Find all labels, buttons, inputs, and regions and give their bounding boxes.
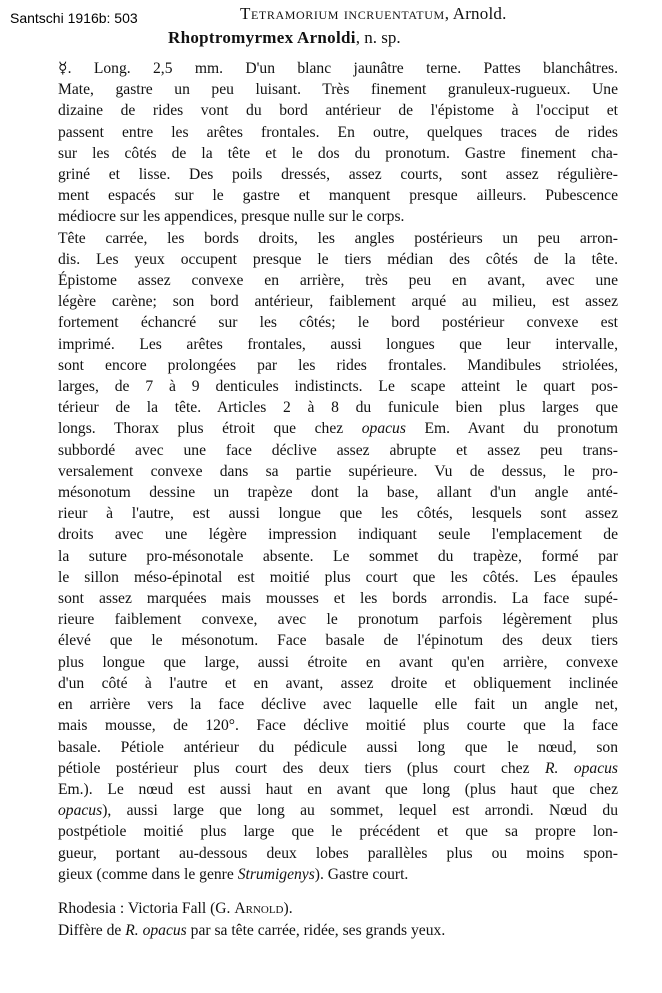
text-line: rieur à l'autre, est aussi longue que les côtés, lesquels sont assez	[58, 505, 618, 523]
text-line: en arrière vers la face déclive avec laquelle elle fait un angle net,	[58, 696, 618, 714]
locality-suffix: ).	[283, 900, 293, 917]
text-line: longs. Thorax plus étroit que chez opacus Em. Avant du pronotum	[58, 420, 618, 438]
text-line: gueur, portant au-dessous deux lobes parallèles plus ou moins spon-	[58, 844, 618, 862]
paragraph-diagnosis	[38, 58, 618, 228]
running-head-author: , Arnold.	[444, 4, 507, 23]
running-head	[240, 4, 507, 24]
species-name: Rhoptromyrmex Arnoldi	[168, 28, 356, 47]
text-line: légère carène; son bord antérieur, faiblement arqué au milieu, est assez	[58, 293, 618, 311]
running-head-genus: Tetramorium incruentatum	[240, 4, 445, 23]
text-line: pétiole postérieur plus court des deux tiers (plus court chez R. opacus	[58, 759, 618, 777]
text-line: élevé que le mésonotum. Face basale de l'épinotum des deux tiers	[58, 632, 618, 650]
text-line: sont encore prolongées par les rides frontales. Mandibules striolées,	[58, 356, 618, 374]
text-line: imprimé. Les arêtes frontales, aussi longues que leur intervalle,	[58, 335, 618, 353]
text-line: versalement convexe dans sa partie supérieure. Vu de dessus, le pro-	[58, 462, 618, 480]
text-line: dizaine de rides vont du bord antérieur de l'épistome à l'occiput et	[58, 102, 618, 120]
species-title	[168, 28, 401, 48]
locality-collector: Arnold	[234, 900, 284, 917]
text-line: droits avec une légère impression indiquant seule l'emplacement de	[58, 526, 618, 544]
species-status: , n. sp.	[355, 28, 401, 47]
text-line: mésonotum dessine un trapèze dont la base, allant d'un angle anté-	[58, 484, 618, 502]
text-line: la suture pro-mésonotale absente. Le sommet du trapèze, formé par	[58, 547, 618, 565]
text-line: ☿. Long. 2,5 mm. D'un blanc jaunâtre terne. Pattes blanchâtres.	[58, 60, 618, 77]
locality-prefix: Rhodesia : Victoria Fall (G.	[58, 900, 235, 917]
paragraph-description	[38, 228, 618, 885]
text-line: fortement échancré sur les côtés; le bord postérieur convexe est	[58, 314, 618, 332]
text-line: ment espacés sur le gastre et manquent presque ailleurs. Pubescence	[58, 187, 618, 205]
text-line: gieux (comme dans le genre Strumigenys). Gastre court.	[58, 865, 409, 883]
text-line: Mate, gastre un peu luisant. Très finement granuleux-rugueux. Une	[58, 81, 618, 99]
text-line: médiocre sur les appendices, presque nulle sur le corps.	[58, 208, 405, 226]
diagnosis-prefix: Diffère de	[58, 922, 126, 939]
diagnosis-suffix: par sa tête carrée, ridée, ses grands yeux.	[186, 922, 446, 939]
citation-reference: Santschi 1916b: 503	[10, 10, 138, 26]
text-line: Em.). Le nœud est aussi haut en avant que long (plus haut que chez	[58, 780, 618, 798]
text-line: basale. Pétiole antérieur du pédicule aussi long que le nœud, son	[58, 738, 618, 756]
text-line: sur les côtés de la tête et le dos du pronotum. Gastre finement cha-	[58, 144, 618, 162]
text-line: larges, de 7 à 9 denticules indistincts. Le scape atteint le quart pos-	[58, 378, 618, 396]
text-line: sont assez marquées mais mousses et les bords arrondis. La face supé-	[58, 590, 618, 608]
text-line: passent entre les arêtes frontales. En outre, quelques traces de rides	[58, 123, 618, 141]
locality-line	[38, 898, 618, 919]
text-line: d'un côté à l'autre et en avant, assez droite et obliquement inclinée	[58, 674, 618, 692]
text-line: Épistome assez convexe en arrière, très peu en avant, avec une	[58, 272, 618, 290]
text-line: griné et lisse. Des poils dressés, assez courts, sont assez régulière-	[58, 166, 618, 184]
text-line: postpétiole moitié plus large que le précédent et que sa propre lon-	[58, 823, 618, 841]
text-line: plus longue que large, aussi étroite en avant qu'en arrière, convexe	[58, 653, 618, 671]
text-line: le sillon méso-épinotal est moitié plus court que les côtés. Les épaules	[58, 568, 618, 586]
text-line: opacus), aussi large que long au sommet, lequel est arrondi. Nœud du	[58, 802, 618, 820]
text-line: mais mousse, de 120°. Face déclive moitié plus courte que la face	[58, 717, 618, 735]
diagnosis-taxon: R. opacus	[125, 922, 187, 939]
text-line: Tête carrée, les bords droits, les angles postérieurs un peu arron-	[58, 229, 618, 247]
differential-diagnosis	[38, 920, 618, 941]
text-line: subbordé avec une face déclive assez abrupte et assez peu trans-	[58, 441, 618, 459]
text-line: rieure faiblement convexe, avec le pronotum parfois légèrement plus	[58, 611, 618, 629]
text-line: térieur de la tête. Articles 2 à 8 du funicule bien plus larges que	[58, 399, 618, 417]
text-line: dis. Les yeux occupent presque le tiers médian des côtés de la tête.	[58, 250, 618, 268]
description-body	[38, 58, 618, 885]
